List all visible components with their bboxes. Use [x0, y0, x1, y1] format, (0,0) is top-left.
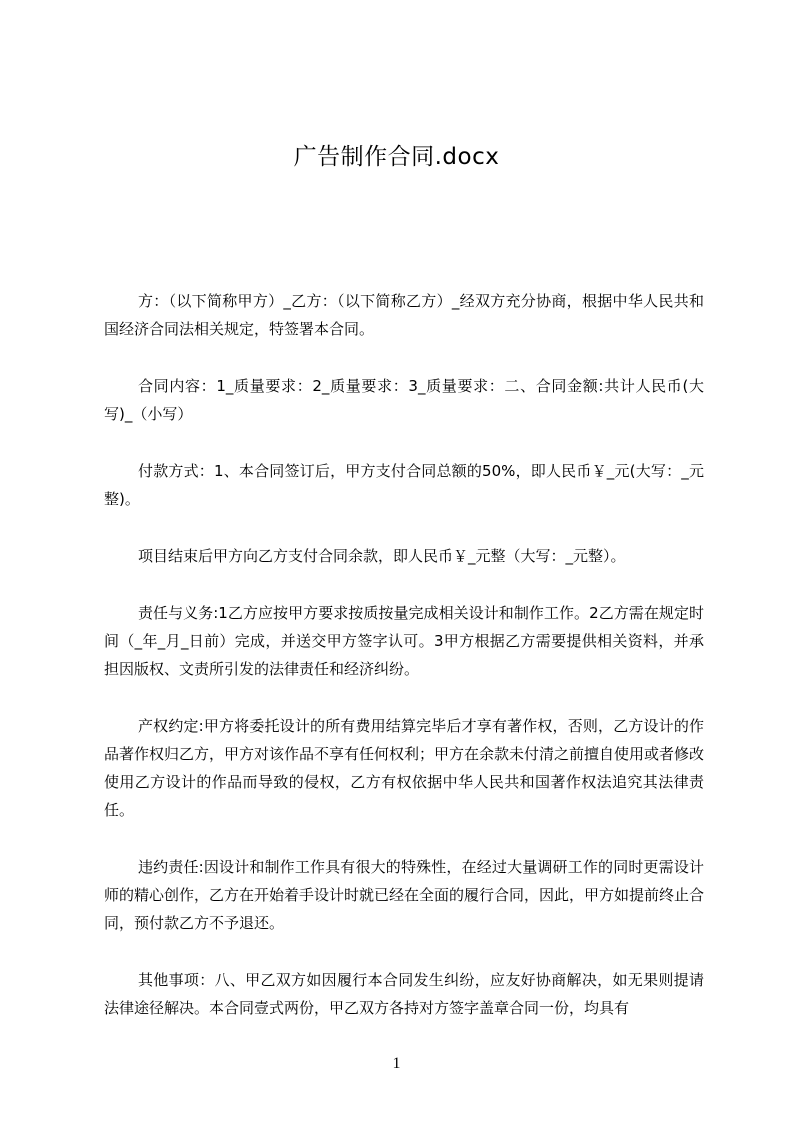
paragraph-other-matters: 其他事项：八、甲乙双方如因履行本合同发生纠纷，应友好协商解决，如无果则提请法律途径解决。本合同壹式两份，甲乙双方各持对方签字盖章合同一份，均具有 [104, 971, 704, 1017]
paragraph-parties: 方：（以下简称甲方）_乙方：（以下简称乙方）_经双方充分协商，根据中华人民共和国经济合同法相关规定，特签署本合同。 [104, 292, 704, 338]
page-number: 1 [392, 1055, 401, 1072]
paragraph-contract-content: 合同内容：1_质量要求：2_质量要求：3_质量要求：二、合同金额:共计人民币(大写)_（小写） [104, 377, 704, 423]
paragraph-final-payment: 项目结束后甲方向乙方支付合同余款，即人民币￥_元整（大写：_元整）。 [138, 547, 626, 565]
paragraph-responsibilities: 责任与义务:1乙方应按甲方要求按质按量完成相关设计和制作工作。2乙方需在规定时间（_年_月_日前）完成，并送交甲方签字认可。3甲方根据乙方需要提供相关资料，并承担因版权、文责所引发的法律责任和经济纠纷。 [104, 604, 704, 678]
paragraph-breach: 违约责任:因设计和制作工作具有很大的特殊性，在经过大量调研工作的同时更需设计师的精心创作，乙方在开始着手设计时就已经在全面的履行合同，因此，甲方如提前终止合同，预付款乙方不予退还。 [104, 858, 705, 932]
paragraph-copyright: 产权约定:甲方将委托设计的所有费用结算完毕后才享有著作权，否则，乙方设计的作品著作权归乙方，甲方对该作品不享有任何权利；甲方在余款未付清之前擅自使用或者修改使用乙方设计的作品而导致的侵权，乙方有权依据中华人民共和国著作权法追究其法律责任。 [104, 717, 705, 819]
document-body [104, 287, 704, 1051]
document-title: 广告制作合同.docx [293, 144, 500, 170]
paragraph-payment-method: 付款方式：1、本合同签订后，甲方支付合同总额的50%，即人民币￥_元(大写：_元整)。 [104, 462, 704, 508]
